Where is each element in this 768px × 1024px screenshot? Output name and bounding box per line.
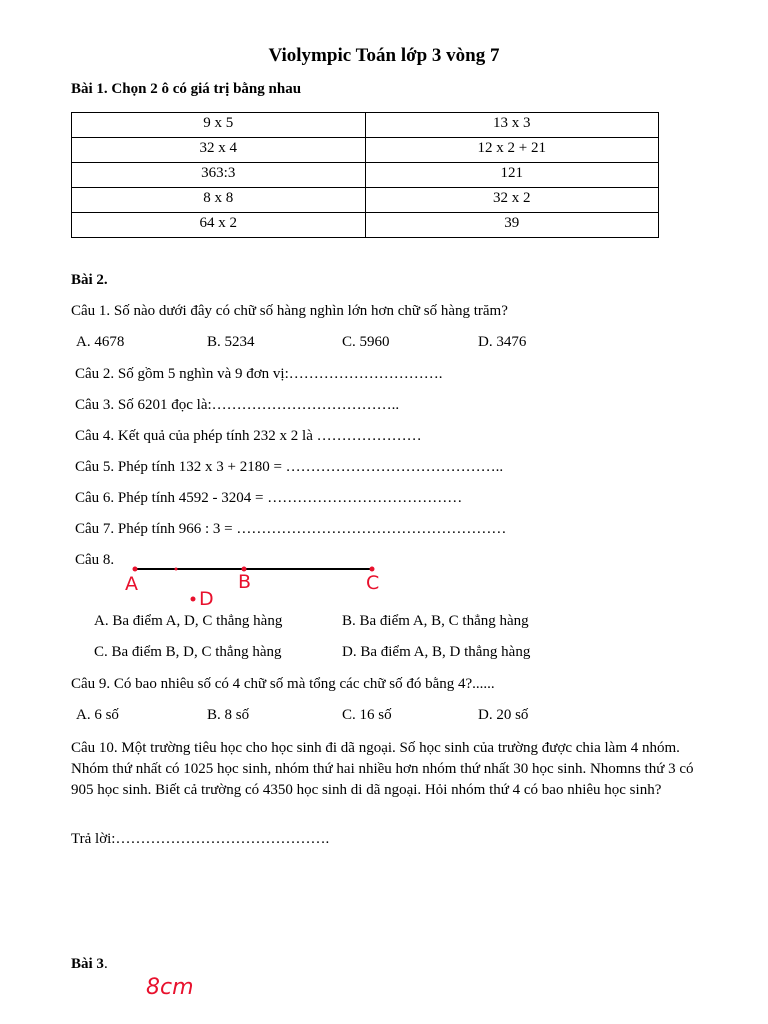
table-cell: 9 x 5 xyxy=(72,113,366,138)
table-cell: 32 x 4 xyxy=(72,138,366,163)
bai3-heading xyxy=(71,956,108,973)
point-c-dot xyxy=(370,567,375,572)
cau4-question: Câu 4. Kết quả của phép tính 232 x 2 là ………………… xyxy=(75,428,422,444)
point-a-dot xyxy=(133,567,138,572)
table-cell: 8 x 8 xyxy=(72,188,366,213)
cau6-question: Câu 6. Phép tính 4592 - 3204 = ………………………………… xyxy=(75,490,463,506)
cau9-option-d: D. 20 số xyxy=(478,707,529,723)
cau9-question: Câu 9. Có bao nhiêu số có 4 chữ số mà tổng các chữ số đó bằng 4?...... xyxy=(71,676,495,692)
stray-dot xyxy=(175,568,178,571)
cau1-option-a: A. 4678 xyxy=(76,334,125,350)
cau3-question: Câu 3. Số 6201 đọc là:……………………………….. xyxy=(75,397,400,413)
point-d-dot xyxy=(191,597,196,602)
bai1-heading: Bài 1. Chọn 2 ô có giá trị bằng nhau xyxy=(71,81,302,97)
cau1-question: Câu 1. Số nào dưới đây có chữ số hàng nghìn lớn hơn chữ số hàng trăm? xyxy=(71,303,508,319)
cau2-question: Câu 2. Số gồm 5 nghìn và 9 đơn vị:…………………………. xyxy=(75,366,443,382)
cau8-option-a: A. Ba điểm A, D, C thẳng hàng xyxy=(94,613,283,629)
table-cell: 39 xyxy=(365,213,659,238)
cau9-option-a: A. 6 số xyxy=(76,707,119,723)
cau8-option-b: B. Ba điểm A, B, C thẳng hàng xyxy=(342,613,529,629)
cau9-option-c: C. 16 số xyxy=(342,707,392,723)
bai3-heading-suffix: . xyxy=(103,956,108,972)
table-cell: 64 x 2 xyxy=(72,213,366,238)
table-cell: 32 x 2 xyxy=(365,188,659,213)
table-cell: 121 xyxy=(365,163,659,188)
cau1-option-d: D. 3476 xyxy=(478,334,527,350)
point-c-label: C xyxy=(366,572,380,594)
cau8-label: Câu 8. xyxy=(75,552,115,568)
cau10-answer: Trả lời:……………………………………. xyxy=(71,831,330,847)
page-title: Violympic Toán lớp 3 vòng 7 xyxy=(268,45,500,66)
point-d-label: D xyxy=(199,588,214,610)
cau7-question: Câu 7. Phép tính 966 : 3 = ……………………………………………… xyxy=(75,521,507,537)
cau8-option-d: D. Ba điểm A, B, D thẳng hàng xyxy=(342,644,531,660)
handwritten-annotation: 8cm xyxy=(146,975,194,1000)
bai2-heading: Bài 2. xyxy=(71,272,108,288)
table-cell: 13 x 3 xyxy=(365,113,659,138)
table-cell: 12 x 2 + 21 xyxy=(365,138,659,163)
cau9-option-b: B. 8 số xyxy=(207,707,250,723)
point-a-label: A xyxy=(125,573,138,595)
cau8-option-c: C. Ba điểm B, D, C thẳng hàng xyxy=(94,644,282,660)
point-b-label: B xyxy=(238,571,252,593)
bai3-heading-text: Bài 3 xyxy=(71,956,104,972)
cau1-option-c: C. 5960 xyxy=(342,334,390,350)
table-cell: 363:3 xyxy=(72,163,366,188)
cau5-question: Câu 5. Phép tính 132 x 3 + 2180 = …………………………………….. xyxy=(75,459,504,475)
cau10-question: Câu 10. Một trường tiêu học cho học sinh đi dã ngoại. Số học sinh của trường được chia làm 4 nhóm. Nhóm thứ nhất có 1025 học sinh, nhóm thứ hai nhiều hơn nhóm thứ nhất 30 học sinh. Nhomns thứ 3 có 905 học sinh. Biết cả trường có 4350 học sinh di dã ngoại. Hỏi nhóm thứ 4 có bao nhiêu học sinh? xyxy=(71,740,694,798)
cau1-option-b: B. 5234 xyxy=(207,334,255,350)
